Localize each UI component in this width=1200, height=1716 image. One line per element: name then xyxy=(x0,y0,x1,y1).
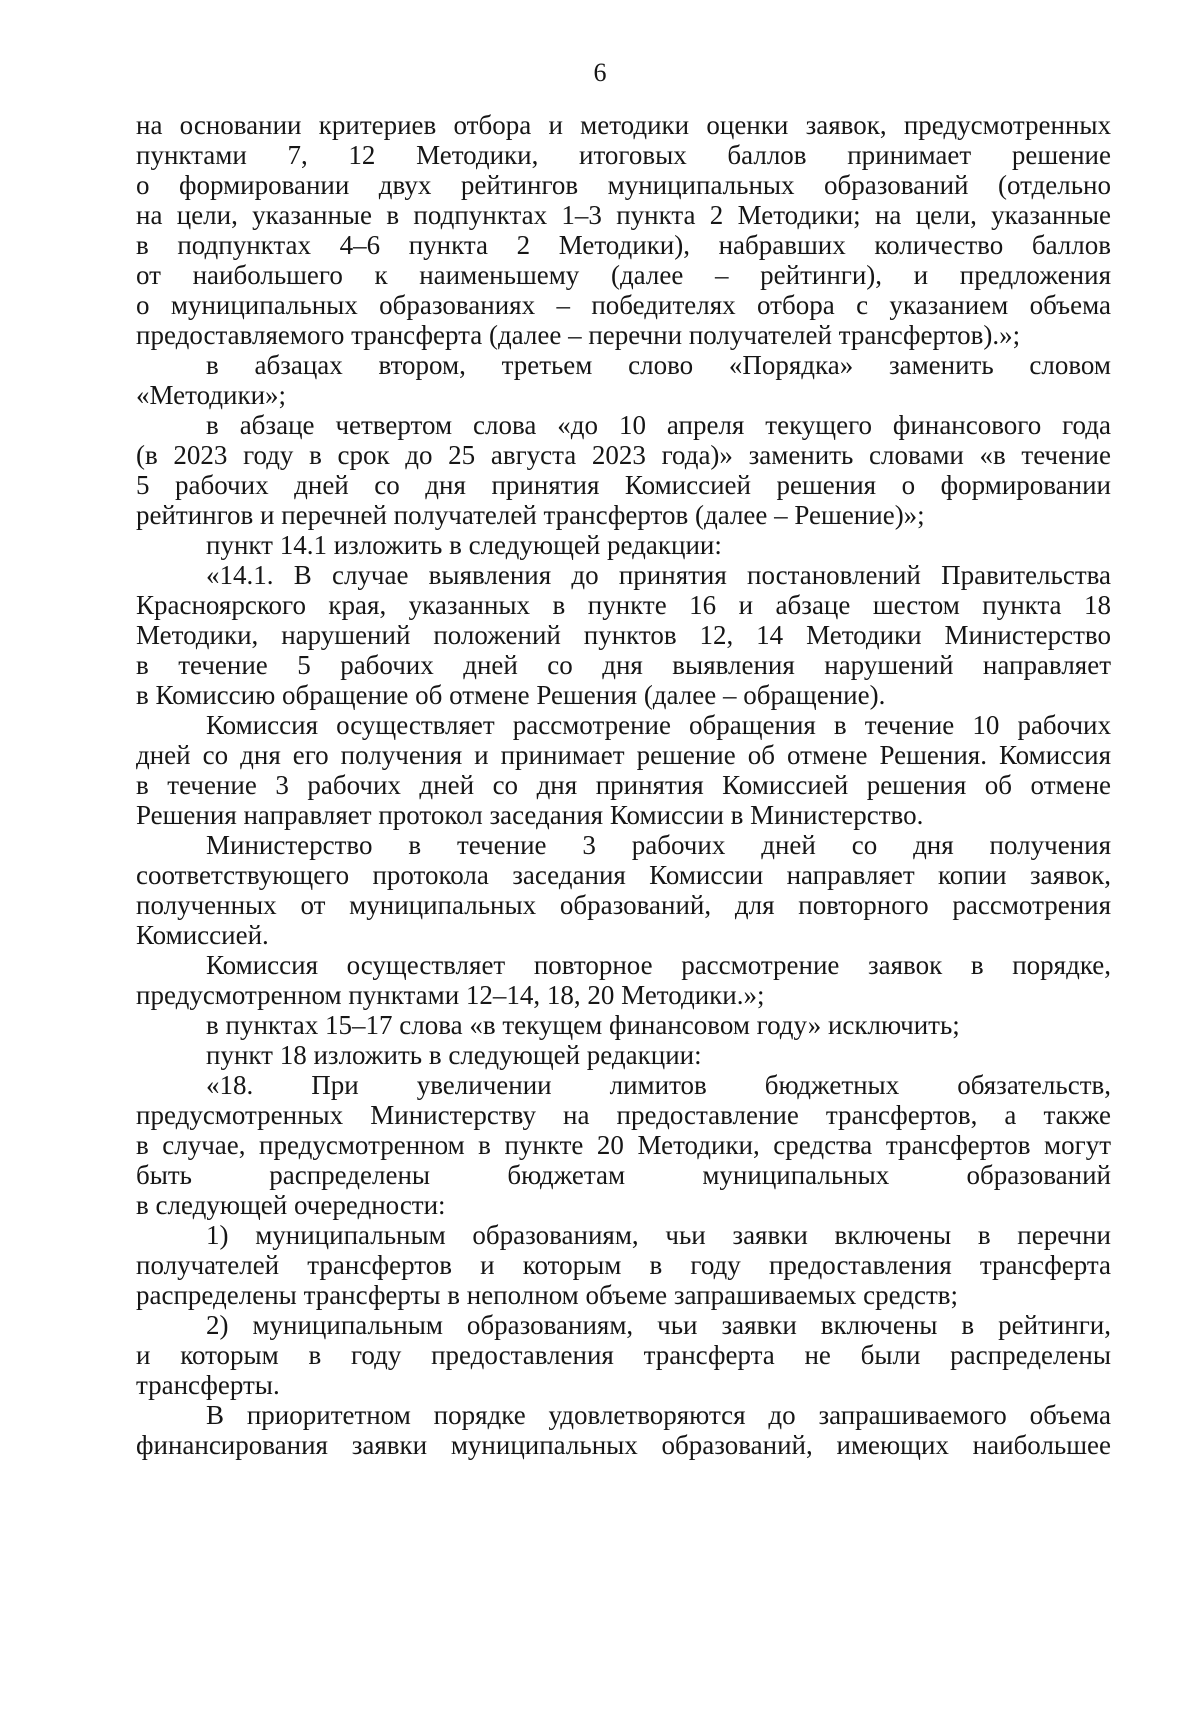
text-line: «14.1. В случае выявления до принятия постановлений Правительства xyxy=(206,560,1111,590)
text-line: получателей трансфертов и которым в году предоставления трансферта xyxy=(136,1250,1111,1280)
text-line: в течение 3 рабочих дней со дня принятия Комиссией решения об отмене xyxy=(136,770,1111,800)
text-line: и которым в году предоставления трансферта не были распределены xyxy=(136,1340,1111,1370)
text-line: полученных от муниципальных образований, для повторного рассмотрения xyxy=(136,890,1111,920)
text-line: предусмотренном пунктами 12–14, 18, 20 Методики.»; xyxy=(136,980,765,1010)
text-line: В приоритетном порядке удовлетворяются до запрашиваемого объема xyxy=(206,1400,1111,1430)
text-line: предоставляемого трансферта (далее – перечни получателей трансфертов).»; xyxy=(136,320,1021,350)
text-line: пункт 14.1 изложить в следующей редакции: xyxy=(206,530,722,560)
text-line: на основании критериев отбора и методики оценки заявок, предусмотренных xyxy=(136,110,1111,140)
text-line: в подпунктах 4–6 пункта 2 Методики), набравших количество баллов xyxy=(136,230,1111,260)
text-line: на цели, указанные в подпунктах 1–3 пункта 2 Методики; на цели, указанные xyxy=(136,200,1111,230)
text-line: Методики, нарушений положений пунктов 12, 14 Методики Министерство xyxy=(136,620,1111,650)
text-line: пункт 18 изложить в следующей редакции: xyxy=(206,1040,702,1070)
text-line: (в 2023 году в срок до 25 августа 2023 года)» заменить словами «в течение xyxy=(136,440,1111,470)
text-line: в течение 5 рабочих дней со дня выявления нарушений направляет xyxy=(136,650,1111,680)
text-line: в случае, предусмотренном в пункте 20 Методики, средства трансфертов могут xyxy=(136,1130,1111,1160)
text-line: «18. При увеличении лимитов бюджетных обязательств, xyxy=(206,1070,1111,1100)
text-line: пунктами 7, 12 Методики, итоговых баллов принимает решение xyxy=(136,140,1111,170)
text-line: 5 рабочих дней со дня принятия Комиссией решения о формировании xyxy=(136,470,1111,500)
text-line: Красноярского края, указанных в пункте 16 и абзаце шестом пункта 18 xyxy=(136,590,1111,620)
text-line: в абзаце четвертом слова «до 10 апреля текущего финансового года xyxy=(206,410,1111,440)
text-line: быть распределены бюджетам муниципальных образований xyxy=(136,1160,1111,1190)
text-line: 1) муниципальным образованиям, чьи заявки включены в перечни xyxy=(206,1220,1111,1250)
text-line: распределены трансферты в неполном объеме запрашиваемых средств; xyxy=(136,1280,959,1310)
text-line: в абзацах втором, третьем слово «Порядка» заменить словом xyxy=(206,350,1111,380)
text-line: в следующей очередности: xyxy=(136,1190,446,1220)
text-line: Министерство в течение 3 рабочих дней со дня получения xyxy=(206,830,1111,860)
text-line: «Методики»; xyxy=(136,380,287,410)
text-line: Решения направляет протокол заседания Комиссии в Министерство. xyxy=(136,800,924,830)
page-number: 6 xyxy=(593,58,607,87)
text-line: в пунктах 15–17 слова «в текущем финансовом году» исключить; xyxy=(206,1010,960,1040)
text-line: в Комиссию обращение об отмене Решения (далее – обращение). xyxy=(136,680,886,710)
text-line: дней со дня его получения и принимает решение об отмене Решения. Комиссия xyxy=(136,740,1111,770)
text-line: о муниципальных образованиях – победителях отбора с указанием объема xyxy=(136,290,1111,320)
text-line: Комиссия осуществляет повторное рассмотрение заявок в порядке, xyxy=(206,950,1111,980)
text-line: 2) муниципальным образованиям, чьи заявки включены в рейтинги, xyxy=(206,1310,1111,1340)
text-line: предусмотренных Министерству на предоставление трансфертов, а также xyxy=(136,1100,1111,1130)
text-line: о формировании двух рейтингов муниципальных образований (отдельно xyxy=(136,170,1111,200)
text-line: рейтингов и перечней получателей трансфертов (далее – Решение)»; xyxy=(136,500,925,530)
text-line: финансирования заявки муниципальных образований, имеющих наибольшее xyxy=(136,1430,1111,1460)
text-line: от наибольшего к наименьшему (далее – рейтинги), и предложения xyxy=(136,260,1111,290)
text-line: Комиссией. xyxy=(136,920,269,950)
text-line: трансферты. xyxy=(136,1370,280,1400)
text-line: соответствующего протокола заседания Комиссии направляет копии заявок, xyxy=(136,860,1111,890)
text-line: Комиссия осуществляет рассмотрение обращения в течение 10 рабочих xyxy=(206,710,1111,740)
